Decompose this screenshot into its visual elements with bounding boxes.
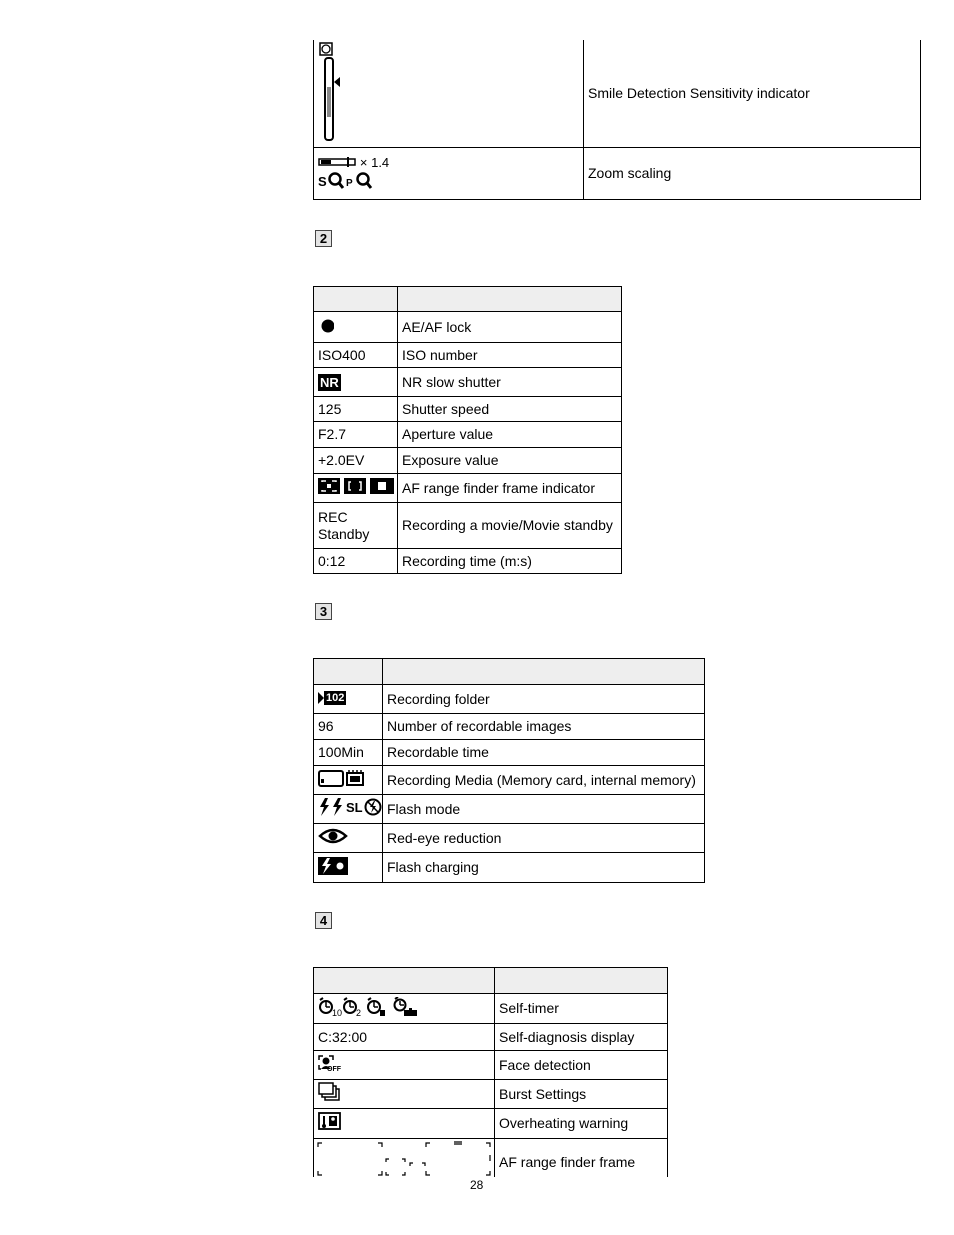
icon-cell bbox=[314, 824, 383, 853]
table-row bbox=[314, 147, 921, 199]
display-cell: 0:12 bbox=[314, 549, 398, 574]
meaning-cell: Exposure value bbox=[398, 448, 622, 474]
svg-text:S: S bbox=[318, 173, 327, 189]
table-row bbox=[314, 853, 705, 883]
meaning-cell: Recording Media (Memory card, internal memory) bbox=[383, 766, 705, 795]
display-cell: 125 bbox=[314, 397, 398, 422]
table-row bbox=[314, 685, 705, 714]
table-row bbox=[314, 368, 622, 397]
af-frame-indicator-icons bbox=[318, 477, 394, 495]
meaning-cell: Number of recordable images bbox=[383, 714, 705, 740]
table-row bbox=[314, 1109, 668, 1139]
face-detection-off-icon: OFF bbox=[318, 1055, 342, 1075]
page-number: 28 bbox=[470, 1178, 484, 1192]
recording-media-icons bbox=[318, 769, 366, 787]
table-row bbox=[314, 740, 705, 766]
icon-cell bbox=[314, 1051, 495, 1080]
meaning-cell: Flash mode bbox=[383, 795, 705, 824]
meaning-cell: Shutter speed bbox=[398, 397, 622, 422]
meaning-cell: Red-eye reduction bbox=[383, 824, 705, 853]
icon-cell bbox=[314, 40, 584, 147]
section3-table bbox=[313, 658, 705, 883]
burst-icon bbox=[318, 1082, 342, 1102]
meaning-cell: Recording a movie/Movie standby bbox=[398, 503, 622, 549]
zoom-scale-icon bbox=[318, 171, 378, 191]
icon-cell bbox=[314, 312, 398, 343]
meaning-cell: Smile Detection Sensitivity indicator bbox=[584, 40, 921, 147]
meaning-cell: AF range finder frame indicator bbox=[398, 474, 622, 503]
meaning-cell: NR slow shutter bbox=[398, 368, 622, 397]
meaning-cell: Self-diagnosis display bbox=[495, 1024, 668, 1051]
display-cell: 96 bbox=[314, 714, 383, 740]
display-cell: +2.0EV bbox=[314, 448, 398, 474]
section-number-3: 3 bbox=[315, 603, 332, 620]
flash-mode-icons: SL bbox=[318, 798, 383, 816]
section2-table bbox=[313, 286, 622, 574]
table-header-row bbox=[314, 968, 668, 994]
display-cell: C:32:00 bbox=[314, 1024, 495, 1051]
meaning-cell: Recording time (m:s) bbox=[398, 549, 622, 574]
table-row bbox=[314, 1024, 668, 1051]
meaning-cell: Flash charging bbox=[383, 853, 705, 883]
section4-table bbox=[313, 967, 668, 1186]
af-range-finder-frame-icons bbox=[314, 1139, 492, 1181]
section-number-2: 2 bbox=[315, 230, 332, 247]
icon-cell bbox=[314, 766, 383, 795]
section-number-4: 4 bbox=[315, 912, 332, 929]
table-row bbox=[314, 766, 705, 795]
table-header-row bbox=[314, 287, 622, 312]
table-row bbox=[314, 1080, 668, 1109]
icon-cell bbox=[314, 685, 383, 714]
display-cell: REC Standby bbox=[314, 503, 398, 549]
recording-folder-icon: 102 bbox=[318, 691, 346, 705]
meaning-cell: Overheating warning bbox=[495, 1109, 668, 1139]
meaning-cell: Aperture value bbox=[398, 422, 622, 448]
overheating-icon bbox=[318, 1112, 342, 1132]
zoom-value: × 1.4 bbox=[359, 154, 390, 170]
icon-cell bbox=[314, 795, 383, 824]
table-row bbox=[314, 397, 622, 422]
eye-icon bbox=[318, 827, 348, 845]
display-cell: F2.7 bbox=[314, 422, 398, 448]
meaning-cell: AF range finder frame bbox=[495, 1139, 668, 1186]
filled-circle-icon bbox=[318, 317, 334, 333]
table-row bbox=[314, 448, 622, 474]
self-timer-icons bbox=[318, 997, 420, 1017]
table-row bbox=[314, 824, 705, 853]
meaning-cell: AE/AF lock bbox=[398, 312, 622, 343]
meaning-cell: Recording folder bbox=[383, 685, 705, 714]
icon-cell bbox=[314, 147, 584, 199]
meaning-cell: Recordable time bbox=[383, 740, 705, 766]
icon-cell bbox=[314, 1109, 495, 1139]
meaning-cell: ISO number bbox=[398, 343, 622, 368]
table-row bbox=[314, 503, 622, 549]
meaning-cell: Burst Settings bbox=[495, 1080, 668, 1109]
table-row bbox=[314, 474, 622, 503]
svg-text:P: P bbox=[346, 177, 353, 189]
table-row bbox=[314, 343, 622, 368]
table-row bbox=[314, 312, 622, 343]
display-cell: ISO400 bbox=[314, 343, 398, 368]
icon-cell bbox=[314, 1080, 495, 1109]
table-row bbox=[314, 795, 705, 824]
section1-table bbox=[313, 40, 921, 200]
svg-text:10: 10 bbox=[332, 1007, 343, 1017]
display-cell: 100Min bbox=[314, 740, 383, 766]
icon-cell bbox=[314, 474, 398, 503]
table-row bbox=[314, 714, 705, 740]
nr-icon: NR bbox=[320, 374, 339, 390]
table-row bbox=[314, 994, 668, 1024]
meaning-cell: Face detection bbox=[495, 1051, 668, 1080]
table-row bbox=[314, 1051, 668, 1080]
smile-detection-sensitivity-gauge-icon bbox=[318, 42, 348, 142]
icon-cell bbox=[314, 853, 383, 883]
icon-cell bbox=[314, 368, 398, 397]
flash-charging-icon bbox=[318, 857, 348, 875]
table-header-row bbox=[314, 659, 705, 685]
zoom-bar-icon bbox=[318, 157, 356, 167]
svg-text:2: 2 bbox=[356, 1007, 362, 1017]
table-row bbox=[314, 40, 921, 147]
meaning-cell: Self-timer bbox=[495, 994, 668, 1024]
meaning-cell: Zoom scaling bbox=[584, 147, 921, 199]
table-row bbox=[314, 549, 622, 574]
icon-cell bbox=[314, 994, 495, 1024]
table-row bbox=[314, 422, 622, 448]
